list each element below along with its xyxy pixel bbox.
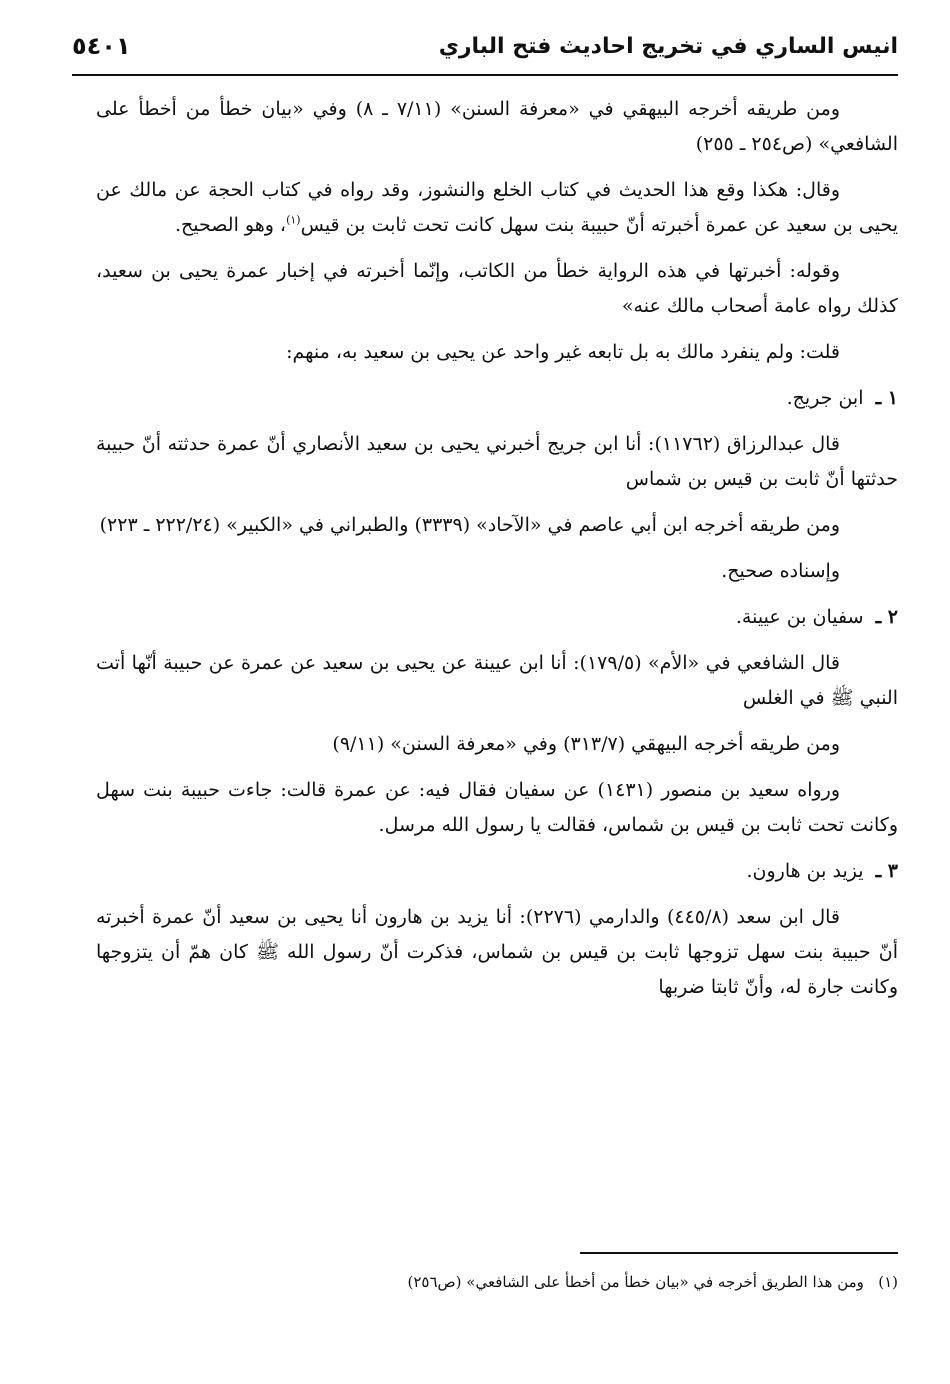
list-item-label: يزيد بن هارون. — [746, 860, 864, 882]
footnote-text: ومن هذا الطريق أخرجه في «بيان خطأ من أخطأ على الشافعي» (ص٢٥٦) — [407, 1273, 864, 1291]
page-number: ٥٤٠١ — [72, 32, 131, 60]
paragraph: ومن طريقه أخرجه البيهقي (٣١٣/٧) وفي «معرفة السنن» (٩/١١) — [332, 733, 840, 755]
paragraph: وإسناده صحيح. — [721, 560, 840, 582]
paragraph-text: وقال: هكذا وقع هذا الحديث في كتاب الخلع والنشوز، وقد رواه في كتاب الحجة عن مالك عن يحيى بن سعيد عن عمرة أخبرته أنّ حبيبة بنت سهل كانت تحت ثابت بن قيس — [96, 179, 898, 236]
footnote-marker: (١) — [286, 213, 301, 227]
paragraph: قال الشافعي في «الأم» (١٧٩/٥): أنا ابن عيينة عن يحيى بن سعيد عن عمرة عن حبيبة أنّها أتت النبي ﷺ في الغلس — [96, 652, 898, 709]
paragraph: ومن طريقه أخرجه البيهقي في «معرفة السنن» (٧/١١ ـ ٨) وفي «بيان خطأ من أخطأ على الشافعي» (ص٢٥٤ ـ ٢٥٥) — [96, 98, 898, 155]
paragraph: ورواه سعيد بن منصور (١٤٣١) عن سفيان فقال فيه: عن عمرة قالت: جاءت حبيبة بنت سهل وكانت تحت ثابت بن قيس بن شماس، فقالت يا رسول الله مرسل. — [96, 779, 898, 836]
paragraph: قال ابن سعد (٤٤٥/٨) والدارمي (٢٢٧٦): أنا يزيد بن هارون أنا يحيى بن سعيد أنّ عمرة أخبرته أنّ حبيبة بنت سهل تزوجها ثابت بن قيس بن شماس، فذكرت أنّ رسول الله ﷺ كان همّ أن يتزوجها وكانت جارة له، وأنّ ثابتا ضربها — [96, 906, 898, 998]
footnote-number: (١) — [878, 1273, 898, 1291]
footnote-divider — [580, 1252, 898, 1254]
paragraph-text: ، وهو الصحيح. — [175, 214, 287, 236]
list-item-number: ١ ـ — [875, 387, 898, 409]
footnote — [200, 1270, 898, 1294]
main-text — [96, 92, 898, 1016]
list-item — [96, 381, 898, 416]
list-item — [96, 600, 898, 635]
running-title: انيس الساري في تخريج احاديث فتح الباري — [438, 34, 898, 59]
paragraph — [96, 173, 898, 243]
page-header — [72, 28, 898, 76]
list-item — [96, 854, 898, 889]
paragraph: ومن طريقه أخرجه ابن أبي عاصم في «الآحاد» (٣٣٣٩) والطبراني في «الكبير» (٢٢٢/٢٤ ـ ٢٢٣) — [99, 514, 840, 536]
list-item-label: ابن جريج. — [786, 387, 864, 409]
list-item-number: ٢ ـ — [875, 606, 898, 628]
list-item-label: سفيان بن عيينة. — [735, 606, 864, 628]
paragraph: قال عبدالرزاق (١١٧٦٢): أنا ابن جريج أخبرني يحيى بن سعيد الأنصاري أنّ عمرة حدثته أنّ حبيبة حدثتها أنّ ثابت بن قيس بن شماس — [96, 433, 898, 490]
paragraph: قلت: ولم ينفرد مالك به بل تابعه غير واحد عن يحيى بن سعيد به، منهم: — [286, 341, 840, 363]
paragraph: وقوله: أخبرتها في هذه الرواية خطأ من الكاتب، وإنّما أخبرته في إخبار عمرة يحيى بن سعيد، كذلك رواه عامة أصحاب مالك عنه» — [96, 260, 898, 317]
list-item-number: ٣ ـ — [875, 860, 898, 882]
